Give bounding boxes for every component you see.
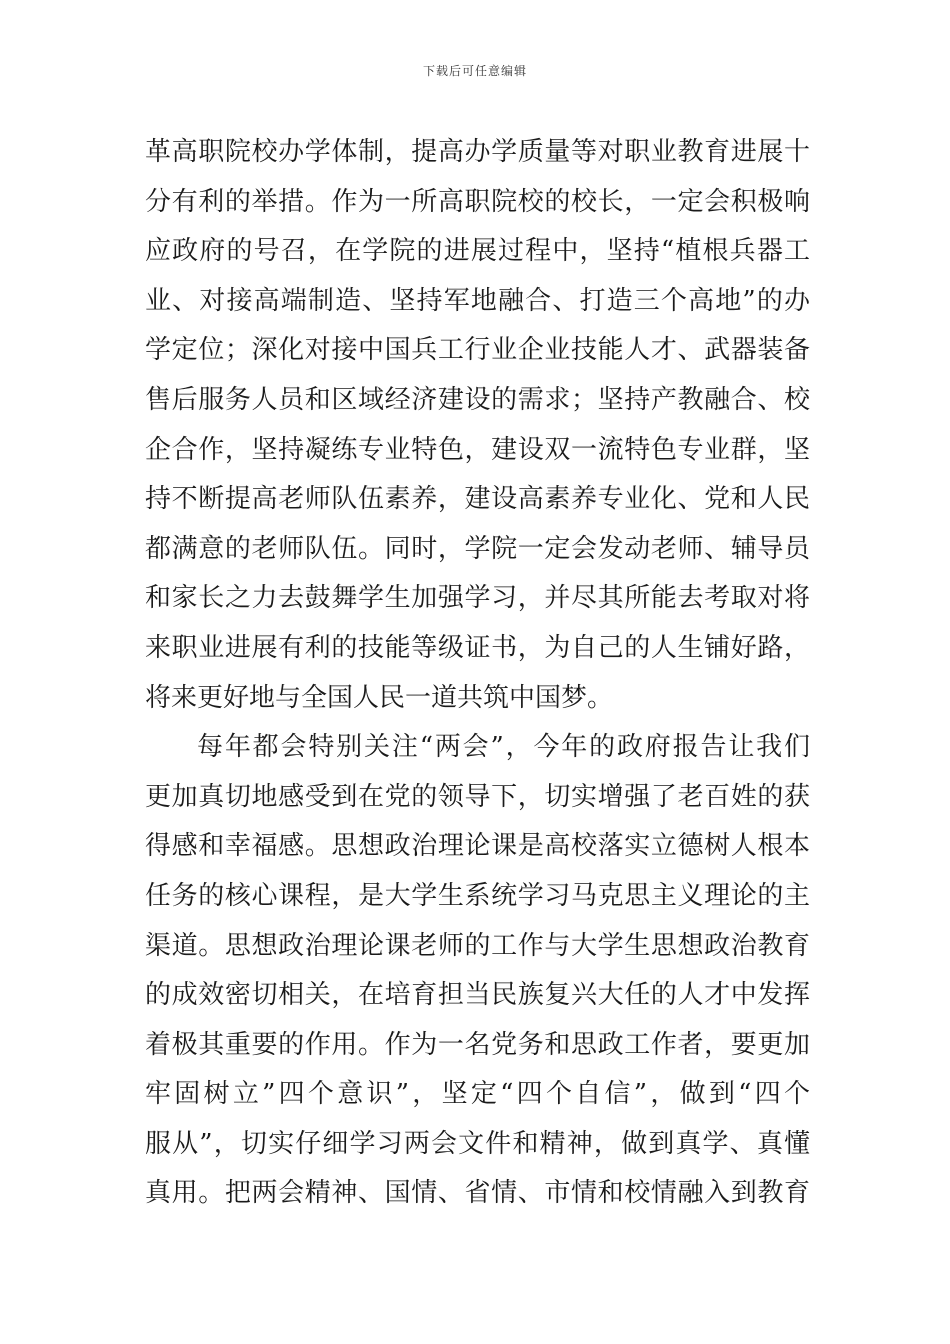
- text-line: 和家长之力去鼓舞学生加强学习，并尽其所能去考取对将: [145, 583, 810, 614]
- text-line: 售后服务人员和区域经济建设的需求；坚持产教融合、校: [145, 384, 810, 415]
- text-line: 分有利的举措。作为一所高职院校的校长，一定会积极响: [145, 186, 810, 217]
- text-line: 业、对接高端制造、坚持军地融合、打造三个高地”的办: [145, 285, 810, 316]
- text-line: 持不断提高老师队伍素养，建设高素养专业化、党和人民: [145, 484, 810, 515]
- text-line: 真用。把两会精神、国情、省情、市情和校情融入到教育: [145, 1178, 810, 1209]
- text-line: 更加真切地感受到在党的领导下，切实增强了老百姓的获: [145, 781, 810, 812]
- text-line: 得感和幸福感。思想政治理论课是高校落实立德树人根本: [145, 831, 810, 862]
- text-line: 着极其重要的作用。作为一名党务和思政工作者，要更加: [145, 1029, 810, 1060]
- text-line: 应政府的号召，在学院的进展过程中，坚持“植根兵器工: [145, 236, 810, 267]
- paragraph-2: [145, 723, 810, 1219]
- paragraph-1: [145, 128, 810, 723]
- text-line: 都满意的老师队伍。同时，学院一定会发动老师、辅导员: [145, 533, 810, 564]
- text-line: 每年都会特别关注“两会”，今年的政府报告让我们: [197, 732, 810, 763]
- text-line: 的成效密切相关，在培育担当民族复兴大任的人才中发挥: [145, 980, 810, 1011]
- text-line: 渠道。思想政治理论课老师的工作与大学生思想政治教育: [145, 930, 810, 961]
- page-header: 下载后可任意编辑: [422, 64, 527, 78]
- text-line: 来职业进展有利的技能等级证书，为自己的人生铺好路，: [145, 632, 810, 663]
- text-line: 服从”，切实仔细学习两会文件和精神，做到真学、真懂: [145, 1128, 810, 1159]
- text-line: 革高职院校办学体制，提高办学质量等对职业教育进展十: [145, 137, 810, 167]
- text-line: 企合作，坚持凝练专业特色，建设双一流特色专业群，坚: [145, 434, 810, 465]
- text-line: 任务的核心课程，是大学生系统学习马克思主义理论的主: [145, 880, 810, 911]
- text-line: 将来更好地与全国人民一道共筑中国梦。: [145, 682, 614, 713]
- text-line: 学定位；深化对接中国兵工行业企业技能人才、武器装备: [145, 335, 810, 366]
- document-body: [145, 128, 810, 1219]
- text-line: 牢固树立”四个意识”，坚定“四个自信”，做到“四个: [145, 1079, 810, 1110]
